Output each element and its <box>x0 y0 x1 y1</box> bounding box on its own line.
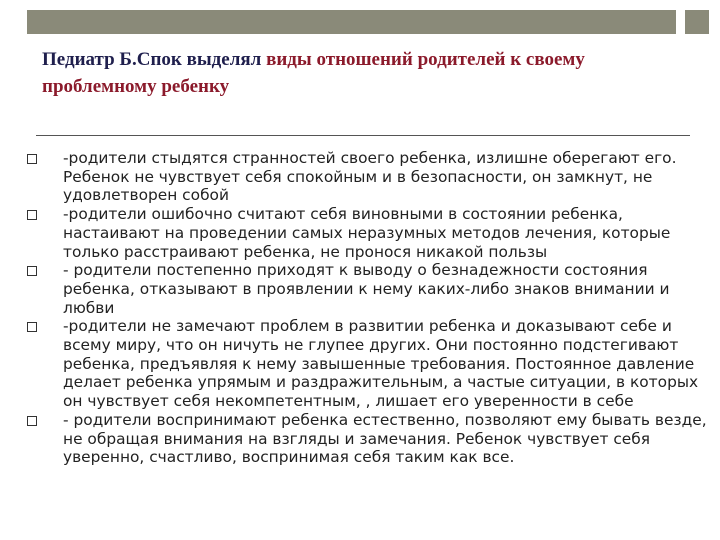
title-prefix: Педиатр Б.Спок выделял <box>42 49 262 70</box>
square-bullet-icon <box>27 210 37 220</box>
bullet-item-1 <box>0 149 720 205</box>
bullet-item-5 <box>0 411 720 467</box>
bullet-text: -родители стыдятся странностей своего ребенка, излишне оберегают его. Ребенок не чувствует себя спокойным и в безопасности, он замкнут, не удовлетворен собой <box>63 149 677 205</box>
square-bullet-icon <box>27 322 37 332</box>
square-bullet-icon <box>27 416 37 426</box>
bullet-item-2 <box>0 205 720 261</box>
bullet-text: - родители постепенно приходят к выводу о безнадежности состояния ребенка, отказывают в проявлении к нему каких-либо знаков внимании и любви <box>63 261 670 317</box>
square-bullet-icon <box>27 154 37 164</box>
slide-title <box>42 46 682 100</box>
square-bullet-icon <box>27 266 37 276</box>
title-highlight: виды отношений родителей к своему проблемному ребенку <box>42 49 585 97</box>
corner-square-decoration <box>685 10 709 34</box>
bullet-item-4 <box>0 317 720 411</box>
bullet-text: - родители воспринимают ребенка естественно, позволяют ему бывать везде, не обращая внимания на взгляды и замечания. Ребенок чувствует себя уверенно, счастливо, воспринимая себя таким как все. <box>63 410 707 467</box>
bullet-list <box>0 149 720 467</box>
bullet-text: -родители ошибочно считают себя виновными в состоянии ребенка, настаивают на проведении самых неразумных методов лечения, которые только расстраивают ребенка, не пронося никакой пользы <box>63 205 671 261</box>
title-divider <box>36 135 690 136</box>
bullet-text: -родители не замечают проблем в развитии ребенка и доказывают себе и всему миру, что он ничуть не глупее других. Они постоянно подстегивают ребенка, предъявляя к нему завышенные требования. Постоянное давление делает ребенка упрямым и раздражительным, а частые ситуации, в которых он чувствует себя некомпетентным, , лишает его уверенности в себе <box>63 317 699 411</box>
header-bar <box>27 10 676 34</box>
bullet-item-3 <box>0 261 720 317</box>
